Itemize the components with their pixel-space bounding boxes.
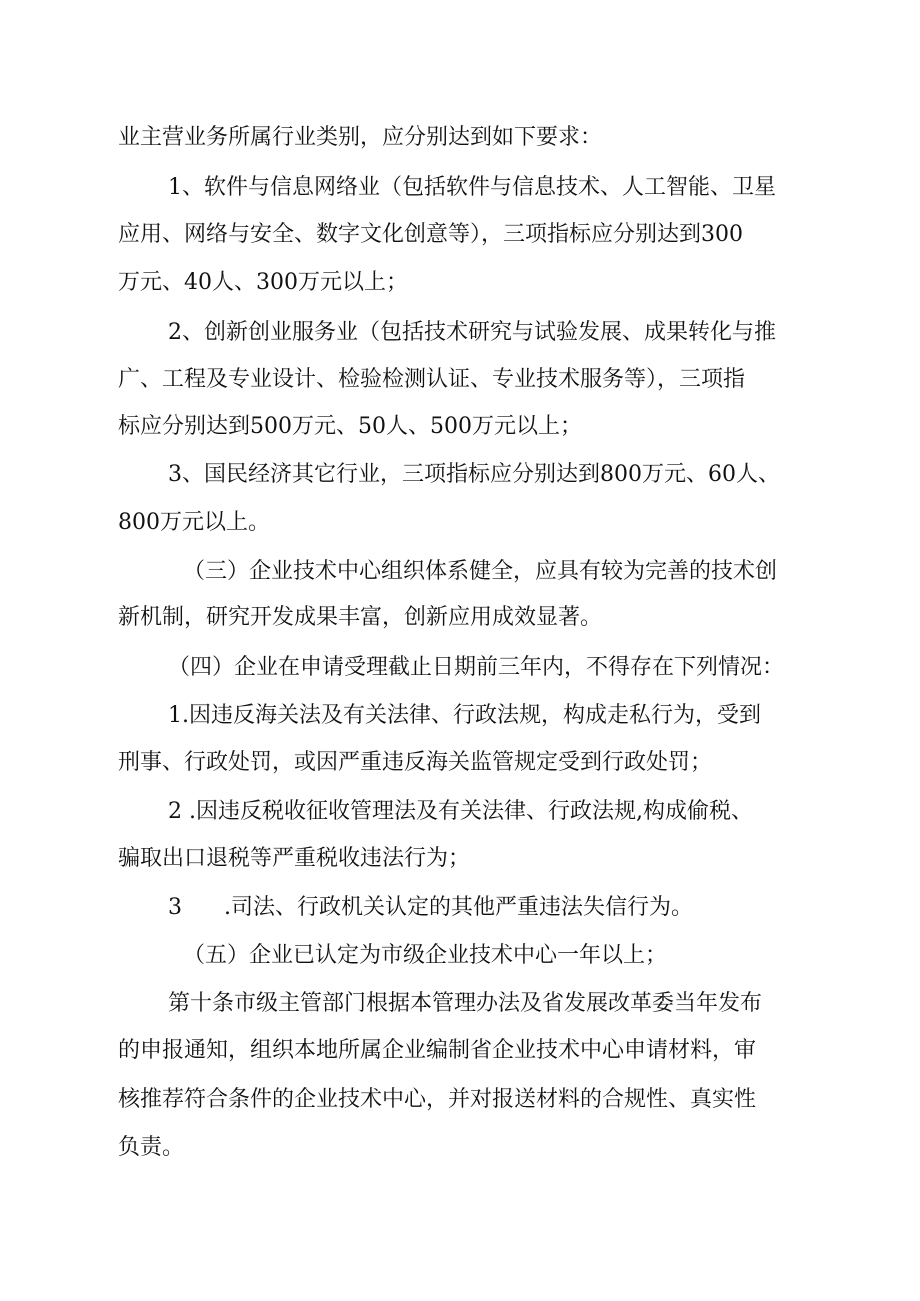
text-line: 第十条市级主管部门根据本管理办法及省发展改革委当年发布: [168, 991, 763, 1016]
text-line: 标应分别达到500万元、50人、500万元以上；: [118, 414, 582, 439]
text-line: 业主营业务所属行业类别，应分别达到如下要求：: [118, 125, 603, 150]
text-line: 负责。: [118, 1135, 185, 1160]
text-line: 骗取出口退税等严重税收违法行为；: [118, 846, 471, 871]
text-line: 2、创新创业服务业（包括技术研究与试验发展、成果转化与推: [168, 320, 776, 345]
text-line: 2 .因违反税收征收管理法及有关法律、行政法规,构成偷税、: [168, 799, 753, 824]
text-line: 广、工程及专业设计、检验检测认证、专业技术服务等），三项指: [118, 367, 746, 392]
text-line: 3、国民经济其它行业，三项指标应分别达到800万元、60人、: [168, 462, 780, 487]
text-line: 刑事、行政处罚，或因严重违反海关监管规定受到行政处罚；: [118, 750, 713, 775]
text-line: （三）企业技术中心组织体系健全，应具有较为完善的技术创: [183, 559, 778, 584]
text-line: 万元、40人、300万元以上；: [118, 270, 408, 295]
text-line: 的申报通知，组织本地所属企业编制省企业技术中心申请材料，审: [118, 1038, 757, 1063]
text-line: 1、软件与信息网络业（包括软件与信息技术、人工智能、卫星: [168, 175, 776, 200]
text-line: 800万元以上。: [118, 510, 270, 535]
text-line: 核推荐符合条件的企业技术中心，并对报送材料的合规性、真实性: [118, 1087, 757, 1112]
text-line: 新机制，研究开发成果丰富，创新应用成效显著。: [118, 605, 603, 630]
text-line: 1.因违反海关法及有关法律、行政法规，构成走私行为，受到: [168, 703, 761, 728]
text-line: （五）企业已认定为市级企业技术中心一年以上；: [183, 943, 668, 968]
text-line: （四）企业在申请受理截止日期前三年内，不得存在下列情况：: [168, 655, 785, 680]
text-line: 3 .司法、行政机关认定的其他严重违法失信行为。: [168, 895, 693, 920]
text-line: 应用、网络与安全、数字文化创意等），三项指标应分别达到300: [118, 222, 743, 247]
